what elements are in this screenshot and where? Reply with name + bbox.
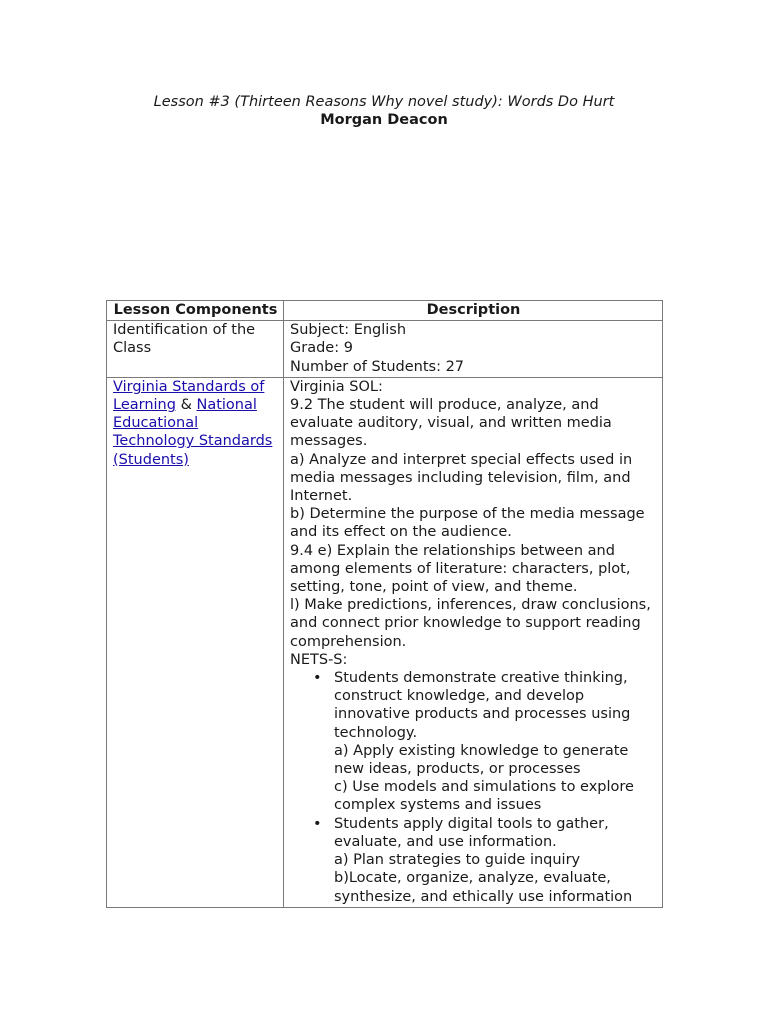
row-label-class-identification: Identification of the Class	[107, 321, 284, 378]
author-name: Morgan Deacon	[320, 112, 448, 128]
sol-standard-9-4-e: 9.4 e) Explain the relationships between and among elements of literature: characters, plot, setting, tone, point of view, and theme.	[290, 542, 631, 596]
bullet-creativity-sub-c: c) Use models and simulations to explore complex systems and issues	[334, 779, 634, 814]
student-count-line: Number of Students: 27	[290, 358, 465, 375]
header-lesson-components: Lesson Components	[107, 301, 284, 321]
bullet-research-sub-b: b)Locate, organize, analyze, evaluate, synthesize, and ethically use information	[334, 870, 633, 905]
header-description: Description	[284, 301, 663, 321]
subject-line: Subject: English	[290, 322, 407, 339]
lesson-title: Lesson #3 (Thirteen Reasons Why novel study): Words Do Hurt	[153, 94, 615, 110]
sol-standard-9-2-a: a) Analyze and interpret special effects used in media messages including television, film, and Internet.	[290, 451, 633, 505]
class-details-cell	[284, 321, 663, 378]
lesson-table	[106, 300, 663, 908]
list-item	[334, 815, 657, 906]
bullet-research-sub-a: a) Plan strategies to guide inquiry	[334, 852, 581, 869]
nets-bullet-list	[290, 669, 657, 906]
bullet-research: • Students apply digital tools to gather, evaluate, and use information.	[334, 815, 609, 850]
table-row	[107, 377, 663, 907]
nets-heading: NETS-S:	[290, 651, 348, 668]
standards-description-cell	[284, 377, 663, 907]
table-header-row	[107, 301, 663, 321]
sol-standard-9-4-l: l) Make predictions, inferences, draw conclusions, and connect prior knowledge to support reading comprehension.	[290, 597, 651, 650]
standards-label-cell	[107, 377, 284, 907]
list-item	[334, 669, 657, 815]
ampersand: &	[180, 397, 192, 414]
bullet-creativity-sub-a: a) Apply existing knowledge to generate new ideas, products, or processes	[334, 742, 629, 778]
sol-heading: Virginia SOL:	[290, 378, 383, 395]
bullet-creativity: • Students demonstrate creative thinking, construct knowledge, and develop innovative products and processes using technology.	[334, 670, 631, 741]
sol-standard-9-2-b: b) Determine the purpose of the media message and its effect on the audience.	[290, 506, 645, 541]
sol-standard-9-2: 9.2 The student will produce, analyze, and evaluate auditory, visual, and written media messages.	[290, 397, 612, 450]
grade-line: Grade: 9	[290, 340, 353, 357]
table-row	[107, 321, 663, 378]
virginia-sol-link[interactable]: Virginia Standards of Learning	[113, 378, 265, 414]
nets-link[interactable]: National Educational Technology Standards (Students)	[113, 397, 273, 468]
